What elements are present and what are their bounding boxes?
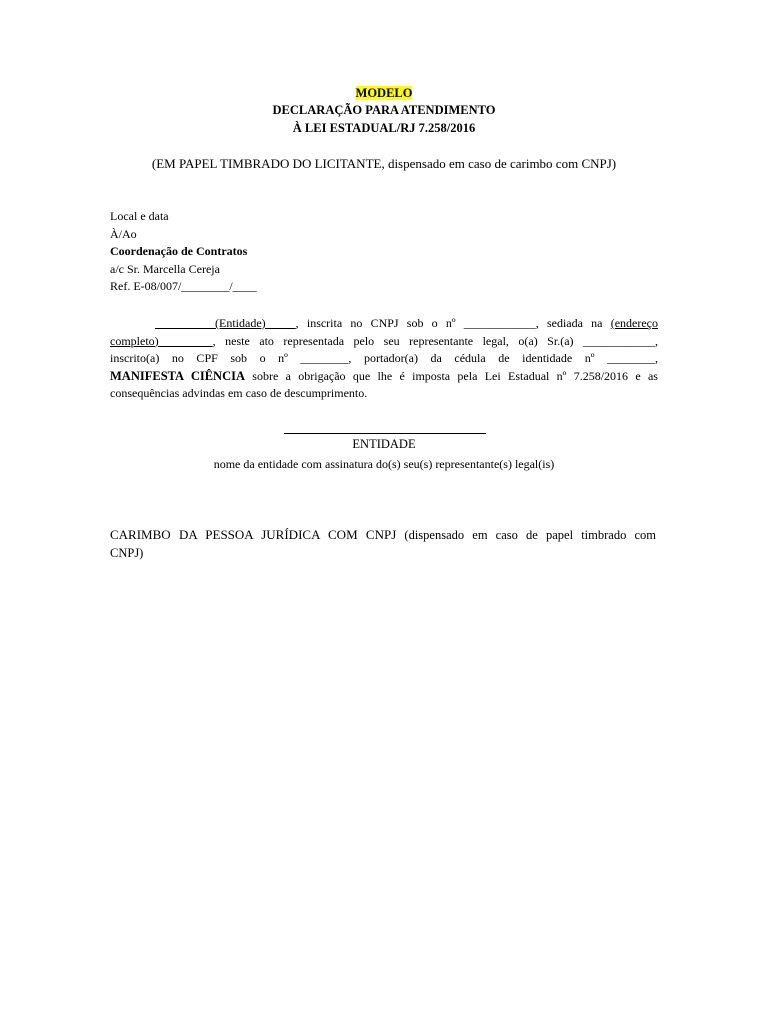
entity-blank: __________(Entidade)_____ (155, 316, 296, 330)
paragraph-line: __________(Entidade)_____, inscrita no CNPJ sob o nº ____________, sediada na (endereço (155, 316, 658, 330)
attention-line: a/c Sr. Marcella Cereja (110, 262, 220, 276)
entity-label: ENTIDADE (352, 437, 416, 451)
department: Coordenação de Contratos (110, 244, 248, 258)
model-label-row (0, 86, 768, 101)
reference-line: Ref. E-08/007/________/____ (110, 279, 257, 293)
document-title-line-2: À LEI ESTADUAL/RJ 7.258/2016 (292, 121, 476, 135)
model-label: MODELO (355, 86, 413, 100)
stamp-note (110, 526, 656, 562)
address-blank: (endereço (610, 316, 658, 330)
letterhead-note: (EM PAPEL TIMBRADO DO LICITANTE, dispensado em caso de carimbo com CNPJ) (151, 156, 617, 171)
local-date: Local e data (110, 209, 169, 223)
recipient-prefix: À/Ao (110, 227, 137, 241)
address-blank-end: completo)_________ (110, 333, 213, 348)
stamp-caps: CARIMBO DA PESSOA JURÍDICA COM CNPJ (110, 527, 397, 542)
manifest-emphasis: MANIFESTA CIÊNCIA (110, 368, 245, 383)
signature-line (284, 433, 486, 434)
stamp-line: CARIMBO DA PESSOA JURÍDICA COM CNPJ (dispensado em caso de papel timbrado com (110, 527, 656, 542)
paragraph-line: inscrito(a) no CPF sob o nº ________, portador(a) da cédula de identidade nº ________, (110, 351, 658, 365)
signature-caption: nome da entidade com assinatura do(s) seu(s) representante(s) legal(is) (213, 457, 555, 471)
paragraph-line: MANIFESTA CIÊNCIA sobre a obrigação que lhe é imposta pela Lei Estadual nº 7.258/2016 e as (110, 368, 658, 383)
declaration-paragraph (110, 315, 658, 403)
paragraph-line: completo)_________, neste ato representada pelo seu representante legal, o(a) Sr.(a) ____________, (110, 333, 658, 348)
stamp-line: CNPJ) (110, 546, 144, 560)
document-title-line-1: DECLARAÇÃO PARA ATENDIMENTO (272, 103, 496, 117)
paragraph-line: consequências advindas em caso de descumprimento. (110, 386, 368, 400)
